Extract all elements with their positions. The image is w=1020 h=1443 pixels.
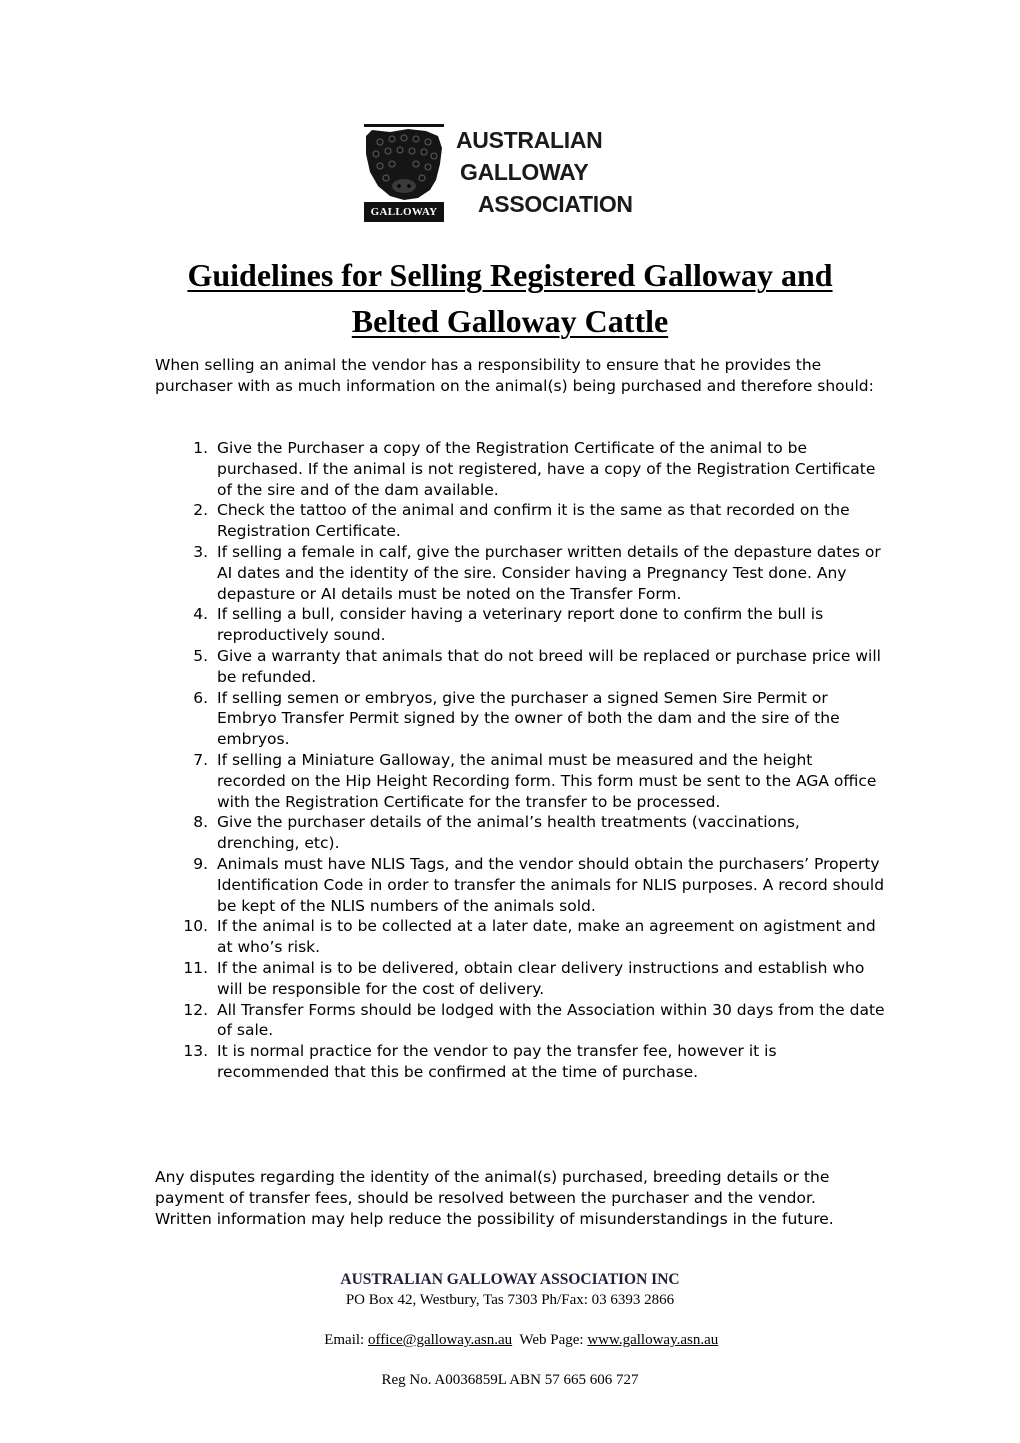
list-item <box>155 1000 885 1042</box>
list-item-number: 13. <box>183 1042 208 1061</box>
guidelines-list <box>155 438 885 1083</box>
list-item <box>155 688 885 750</box>
logo-badge-text: GALLOWAY <box>370 206 438 218</box>
list-item-number: 1. <box>193 439 208 457</box>
list-item <box>155 542 885 604</box>
footer-email-link[interactable]: office@galloway.asn.au <box>367 1332 513 1348</box>
logo-line-1: AUSTRALIAN <box>456 127 603 153</box>
logo-line-3: ASSOCIATION <box>478 191 633 217</box>
list-item <box>155 604 885 646</box>
association-logo <box>364 124 664 224</box>
footer-org-name: AUSTRALIAN GALLOWAY ASSOCIATION INC <box>340 1271 680 1288</box>
list-item-text: If selling semen or embryos, give the purchaser a signed Semen Sire Permit or Embryo Transfer Permit signed by the owner of both the dam and the sire of the embryos. <box>217 688 840 749</box>
list-item-text: Give a warranty that animals that do not breed will be replaced or purchase price will be refunded. <box>217 646 881 686</box>
logo-wordmark <box>456 124 633 220</box>
footer-web-link[interactable]: www.galloway.asn.au <box>587 1332 719 1348</box>
footer-contact <box>0 1310 1020 1370</box>
list-item-text: If selling a bull, consider having a veterinary report done to confirm the bull is reproductively sound. <box>217 605 824 645</box>
list-item-number: 12. <box>183 1000 208 1019</box>
closing-paragraph: Any disputes regarding the identity of the animal(s) purchased, breeding details or the payment of transfer fees, should be resolved between the purchaser and the vendor. Written information may help reduce the possibility of misunderstandings in the future. <box>155 1168 834 1228</box>
list-item-number: 3. <box>193 542 208 561</box>
list-item-text: If selling a female in calf, give the purchaser written details of the depasture dates or AI dates and the identity of the sire. Consider having a Pregnancy Test done. Any depasture or AI details must be noted on the Transfer Form. <box>217 542 881 603</box>
list-item-number: 7. <box>193 750 208 769</box>
list-item-number: 4. <box>193 605 208 624</box>
title-line-1: Guidelines for Selling Registered Galloway and <box>187 257 833 293</box>
list-item-number: 9. <box>193 854 208 873</box>
footer-email-label: Email: <box>324 1332 368 1348</box>
list-item <box>155 438 885 500</box>
list-item-number: 11. <box>183 958 208 977</box>
list-item-text: Give the Purchaser a copy of the Registration Certificate of the animal to be purchased. If the animal is not registered, have a copy of the Registration Certificate of the sire and of the dam available. <box>217 439 876 499</box>
list-item <box>155 646 885 688</box>
list-item <box>155 812 885 854</box>
list-item <box>155 958 885 1000</box>
list-item-text: If the animal is to be delivered, obtain clear delivery instructions and establish who will be responsible for the cost of delivery. <box>217 958 865 998</box>
list-item-number: 2. <box>193 501 208 520</box>
list-item-text: Give the purchaser details of the animal’s health treatments (vaccinations, drenching, etc). <box>217 813 800 853</box>
title-line-2: Belted Galloway Cattle <box>351 303 669 339</box>
list-item-text: Check the tattoo of the animal and confirm it is the same as that recorded on the Registration Certificate. <box>217 501 850 541</box>
list-item-text: If the animal is to be collected at a later date, make an agreement on agistment and at who’s risk. <box>217 917 876 957</box>
list-item-number: 6. <box>193 688 208 707</box>
list-item-text: It is normal practice for the vendor to pay the transfer fee, however it is recommended that this be confirmed at the time of purchase. <box>217 1042 777 1081</box>
list-item <box>155 500 885 542</box>
footer <box>0 1270 1020 1390</box>
list-item-text: If selling a Miniature Galloway, the animal must be measured and the height recorded on the Hip Height Recording form. This form must be sent to the AGA office with the Registration Certificate for the transfer to be processed. <box>217 750 877 811</box>
list-item-text: Animals must have NLIS Tags, and the vendor should obtain the purchasers’ Property Identification Code in order to transfer the animals for NLIS purposes. A record should be kept of the NLIS numbers of the animals sold. <box>217 854 885 915</box>
footer-address: PO Box 42, Westbury, Tas 7303 Ph/Fax: 03 6393 2866 <box>345 1292 675 1308</box>
intro-paragraph: When selling an animal the vendor has a responsibility to ensure that he provides the purchaser with as much information on the animal(s) being purchased and therefore should: <box>155 356 874 395</box>
list-item <box>155 916 885 958</box>
list-item <box>155 1041 885 1083</box>
list-item-number: 10. <box>183 917 208 936</box>
list-item <box>155 750 885 812</box>
footer-web-label: Web Page: <box>512 1332 588 1348</box>
list-item-text: All Transfer Forms should be lodged with the Association within 30 days from the date of sale. <box>217 1000 885 1040</box>
page-title <box>0 252 1020 344</box>
list-item-number: 5. <box>193 646 208 665</box>
list-item <box>155 854 885 916</box>
logo-line-2: GALLOWAY <box>460 159 589 185</box>
list-item-number: 8. <box>193 813 208 832</box>
footer-registration: Reg No. A0036859L ABN 57 665 606 727 <box>381 1372 639 1388</box>
